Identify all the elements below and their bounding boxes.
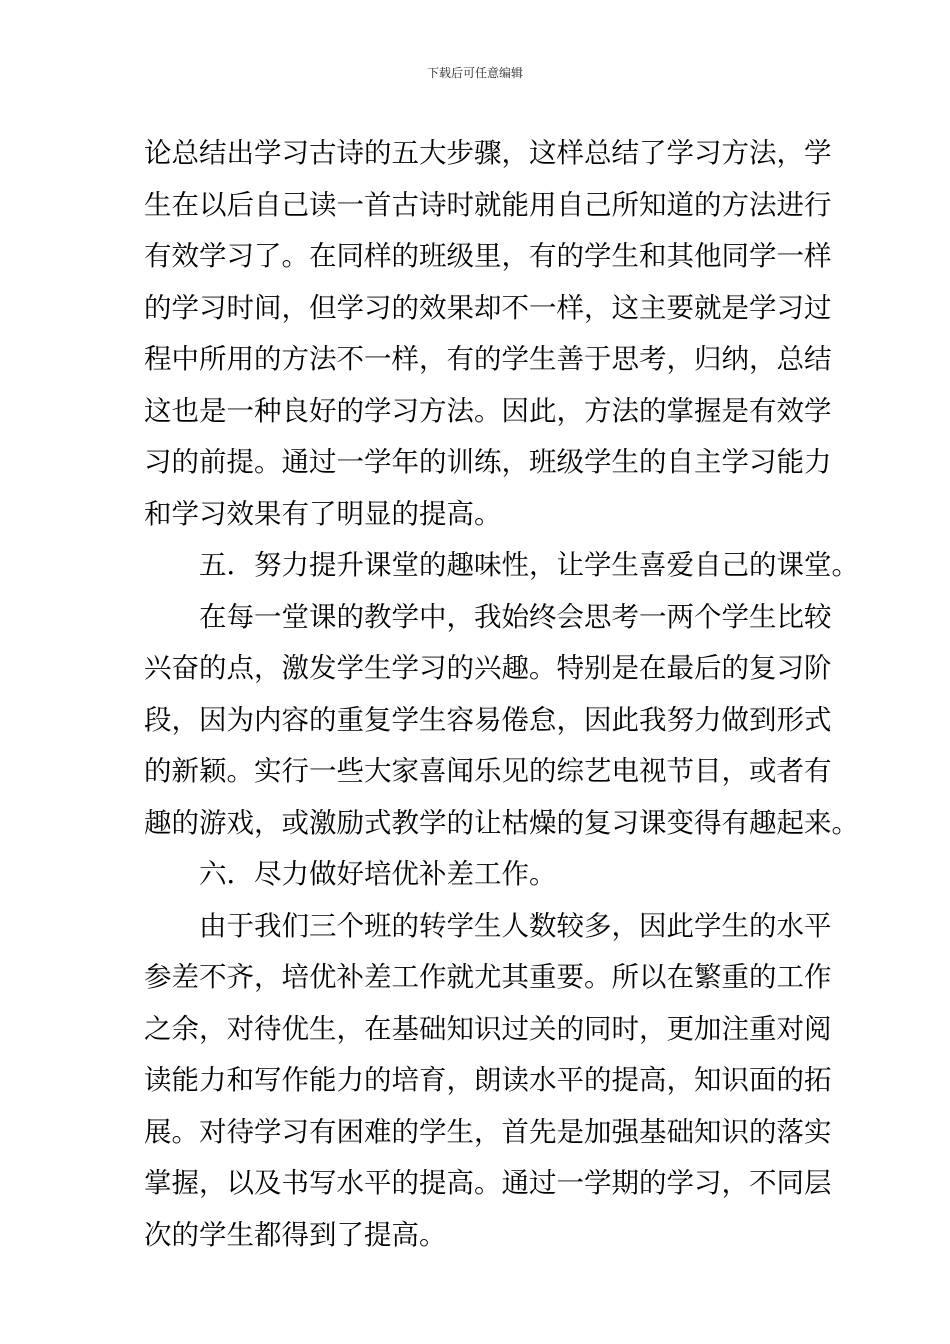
text-line: 习的前提。通过一学年的训练，班级学生的自主学习能力	[144, 446, 832, 478]
text-line: 和学习效果有了明显的提高。	[144, 497, 502, 530]
text-line: 次的学生都得到了提高。	[144, 1218, 447, 1251]
text-line: 这也是一种良好的学习方法。因此，方法的掌握是有效学	[144, 394, 832, 427]
text-line: 参差不齐，培优补差工作就尤其重要。所以在繁重的工作	[144, 961, 832, 993]
text-line: 的学习时间，但学习的效果却不一样，这主要就是学习过	[144, 291, 832, 324]
text-line: 段，因为内容的重复学生容易倦怠，因此我努力做到形式	[144, 703, 832, 736]
text-line: 趣的游戏，或激励式教学的让枯燥的复习课变得有趣起来。	[144, 806, 859, 839]
text-line: 掌握，以及书写水平的提高。通过一学期的学习，不同层	[144, 1167, 832, 1199]
text-line: 程中所用的方法不一样，有的学生善于思考，归纳，总结	[144, 343, 832, 375]
document-body	[144, 128, 859, 1261]
text-line: 展。对待学习有困难的学生，首先是加强基础知识的落实	[144, 1115, 832, 1148]
text-line: 之余，对待优生，在基础知识过关的同时，更加注重对阅	[144, 1012, 832, 1045]
text-line: 在每一堂课的教学中，我始终会思考一两个学生比较	[199, 600, 832, 633]
text-line: 生在以后自己读一首古诗时就能用自己所知道的方法进行	[144, 188, 832, 221]
text-line: 的新颖。实行一些大家喜闻乐见的综艺电视节目，或者有	[144, 755, 832, 787]
text-line: 论总结出学习古诗的五大步骤，这样总结了学习方法，学	[144, 137, 832, 169]
page-header: 下载后可任意编辑	[426, 66, 523, 80]
text-line: 读能力和写作能力的培育，朗读水平的提高，知识面的拓	[144, 1064, 832, 1096]
text-line: 兴奋的点，激发学生学习的兴趣。特别是在最后的复习阶	[144, 652, 832, 684]
section-heading: 六．尽力做好培优补差工作。	[199, 858, 557, 890]
section-heading: 五．努力提升课堂的趣味性，让学生喜爱自己的课堂。	[199, 549, 859, 581]
text-line: 由于我们三个班的转学生人数较多，因此学生的水平	[199, 909, 832, 942]
text-line: 有效学习了。在同样的班级里，有的学生和其他同学一样	[144, 240, 832, 272]
